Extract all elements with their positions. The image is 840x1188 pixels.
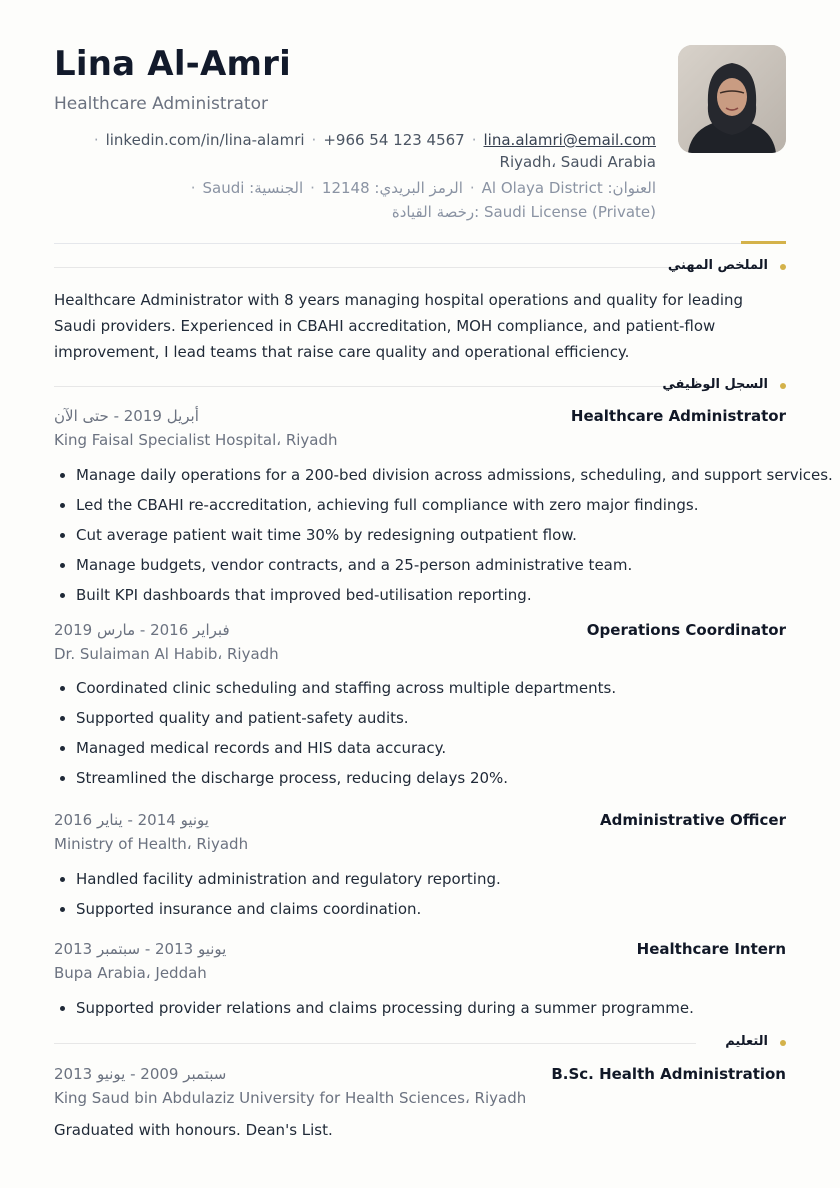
job-title: Healthcare Intern	[636, 940, 786, 958]
job-bullet: • Led the CBAHI re-accreditation, achieving full compliance with zero major findings.	[76, 490, 833, 520]
job-company: Bupa Arabia، Jeddah	[54, 964, 207, 982]
job-dates: أبريل 2019 - حتى الآن	[54, 407, 199, 425]
job-bullets	[54, 993, 694, 1023]
job-dates: فبراير 2016 - مارس 2019	[54, 621, 230, 639]
resume-page	[54, 0, 833, 1188]
section-title: الملخص المهني	[667, 258, 768, 273]
section-title: السجل الوظيفي	[662, 377, 768, 392]
job-bullet: • Manage daily operations for a 200-bed division across admissions, scheduling, and support services.	[76, 460, 833, 490]
candidate-name: Lina Al-Amri	[54, 44, 291, 84]
job-bullets	[54, 673, 616, 793]
job-bullets	[54, 864, 501, 924]
section-bullet-icon	[780, 383, 786, 389]
section-heading-education	[54, 1034, 786, 1054]
job-bullet: • Coordinated clinic scheduling and staffing across multiple departments.	[76, 673, 616, 703]
nationality: الجنسية: Saudi	[202, 179, 304, 197]
job-dates: يونيو 2014 - يناير 2016	[54, 811, 209, 829]
separator-dot: ·	[190, 179, 196, 197]
job-title: Administrative Officer	[600, 811, 786, 829]
header-divider	[54, 243, 786, 244]
header-accent-bar	[741, 241, 786, 244]
section-bullet-icon	[780, 264, 786, 270]
profile-photo	[678, 45, 786, 153]
section-title: التعليم	[725, 1034, 768, 1049]
education-dates: سبتمبر 2009 - يونيو 2013	[54, 1065, 227, 1083]
job-company: King Faisal Specialist Hospital، Riyadh	[54, 431, 338, 449]
job-bullet: • Streamlined the discharge process, reducing delays 20%.	[76, 763, 616, 793]
contact-line-1	[87, 131, 656, 149]
education-note: Graduated with honours. Dean's List.	[54, 1121, 333, 1139]
linkedin-link[interactable]: linkedin.com/in/lina-alamri	[105, 131, 305, 149]
job-bullet: • Supported quality and patient-safety audits.	[76, 703, 616, 733]
job-bullet: • Managed medical records and HIS data accuracy.	[76, 733, 616, 763]
profile-photo-image	[678, 45, 786, 153]
section-heading-experience	[54, 377, 786, 397]
separator-dot: ·	[93, 131, 99, 149]
email-link[interactable]: lina.alamri@email.com	[483, 131, 656, 149]
education-school: King Saud bin Abdulaziz University for Health Sciences، Riyadh	[54, 1089, 527, 1107]
separator-dot: ·	[469, 179, 475, 197]
location: Riyadh، Saudi Arabia	[499, 153, 656, 171]
job-dates: يونيو 2013 - سبتمبر 2013	[54, 940, 227, 958]
job-bullet: • Built KPI dashboards that improved bed-utilisation reporting.	[76, 580, 833, 610]
job-bullet: • Supported provider relations and claims processing during a summer programme.	[76, 993, 694, 1023]
job-title: Healthcare Administrator	[570, 407, 786, 425]
job-company: Ministry of Health، Riyadh	[54, 835, 249, 853]
separator-dot: ·	[310, 179, 315, 197]
job-bullet: • Cut average patient wait time 30% by redesigning outpatient flow.	[76, 520, 833, 550]
job-bullet: • Supported insurance and claims coordination.	[76, 894, 501, 924]
separator-dot: ·	[471, 131, 477, 149]
job-bullets	[54, 460, 833, 610]
postal-code: الرمز البريدي: 12148	[321, 179, 463, 197]
section-divider	[54, 386, 696, 387]
section-divider	[54, 267, 696, 268]
education-degree: B.Sc. Health Administration	[551, 1065, 786, 1083]
summary-text: Healthcare Administrator with 8 years managing hospital operations and quality for leading Saudi providers. Experienced in CBAHI accreditation, MOH compliance, and patient-flow improvement, I lead teams that raise care quality and operational efficiency.	[54, 291, 744, 361]
contact-line-3	[184, 179, 656, 197]
job-bullet: • Handled facility administration and regulatory reporting.	[76, 864, 501, 894]
section-heading-summary	[54, 258, 786, 278]
job-title: Operations Coordinator	[586, 621, 786, 639]
candidate-role: Healthcare Administrator	[54, 94, 268, 114]
job-bullet: • Manage budgets, vendor contracts, and a 25-person administrative team.	[76, 550, 833, 580]
section-bullet-icon	[780, 1040, 786, 1046]
section-divider	[54, 1043, 696, 1044]
phone-number[interactable]: +966 54 123 4567	[323, 131, 465, 149]
separator-dot: ·	[311, 131, 317, 149]
address: العنوان: Al Olaya District	[481, 179, 656, 197]
driving-license: رخصة القيادة: Saudi License (Private)	[391, 203, 656, 221]
job-company: Dr. Sulaiman Al Habib، Riyadh	[54, 645, 279, 663]
